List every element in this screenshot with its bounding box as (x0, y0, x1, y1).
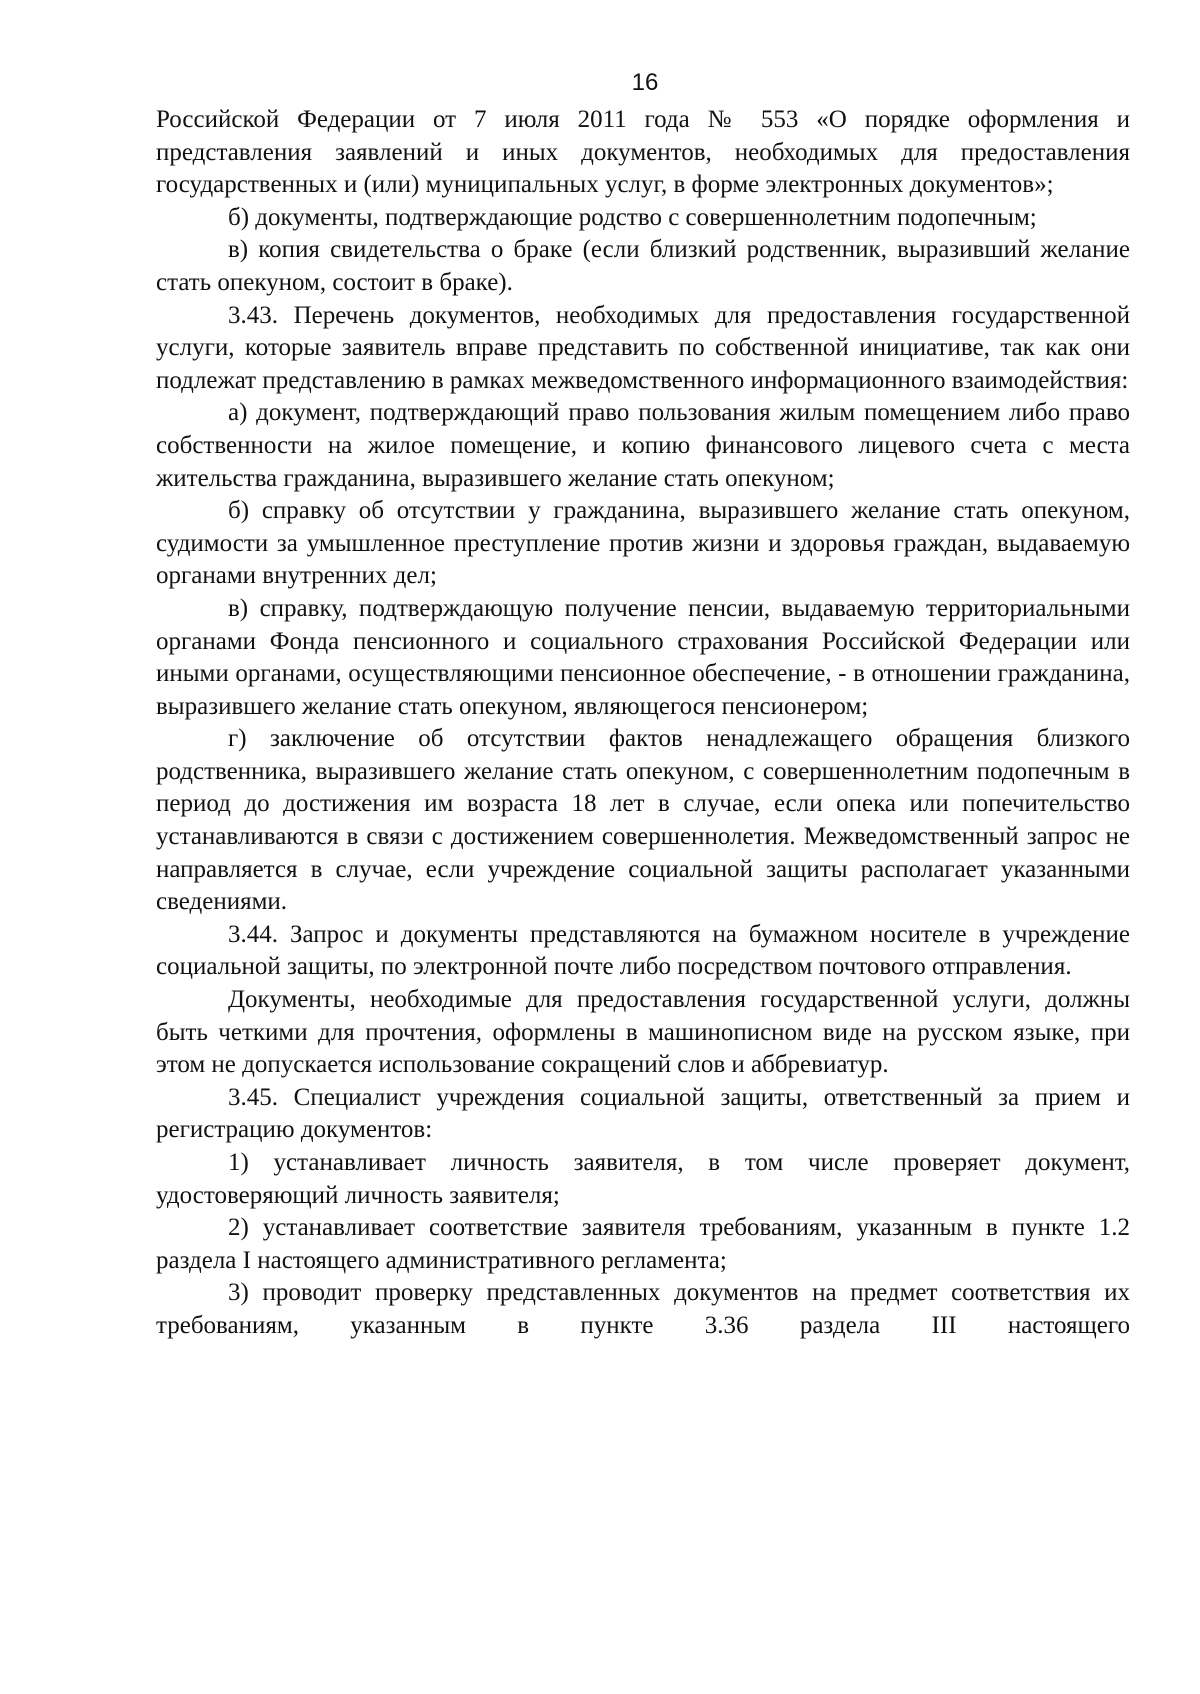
paragraph-3-43: 3.43. Перечень документов, необходимых для предоставления государственной услуги, которые заявитель вправе представить по собственной инициативе, так как они подлежат представлению в рамках межведомственного информационного взаимодействия: (156, 301, 1130, 394)
page-number: 16 (631, 69, 659, 96)
paragraph-item-b-criminal-record: б) справку об отсутствии у гражданина, выразившего желание стать опекуном, судимости за умышленное преступление против жизни и здоровья граждан, выдаваемую органами внутренних дел; (156, 497, 1130, 590)
document-body (156, 104, 1130, 1343)
paragraph-continuation: Российской Федерации от 7 июля 2011 года № 553 «О порядке оформления и представления заявлений и иных документов, необходимых для предоставления государственных и (или) муниципальных услуг, в форме электронных документов»; (156, 106, 1130, 199)
paragraph-step-3: 3) проводит проверку представленных документов на предмет соответствия их требованиям, указанным в пункте 3.36 раздела III настоящего (156, 1279, 1130, 1339)
paragraph-step-1: 1) устанавливает личность заявителя, в том числе проверяет документ, удостоверяющий личность заявителя; (156, 1149, 1130, 1209)
paragraph-item-v-pension: в) справку, подтверждающую получение пенсии, выдаваемую территориальными органами Фонда пенсионного и социального страхования Российской Федерации или иными органами, осуществляющими пенсионное обеспечение, - в отношении гражданина, выразившего желание стать опекуном, являющегося пенсионером; (156, 594, 1130, 720)
paragraph-3-45: 3.45. Специалист учреждения социальной защиты, ответственный за прием и регистрацию документов: (156, 1083, 1130, 1144)
paragraph-documents-requirements: Документы, необходимые для предоставления государственной услуги, должны быть четкими для прочтения, оформлены в машинописном виде на русском языке, при этом не допускается использование сокращений слов и аббревиатур. (156, 986, 1130, 1079)
paragraph-item-a-housing: а) документ, подтверждающий право пользования жилым помещением либо право собственности на жилое помещение, и копию финансового лицевого счета с места жительства гражданина, выразившего желание стать опекуном; (156, 399, 1130, 492)
paragraph-3-44: 3.44. Запрос и документы представляются на бумажном носителе в учреждение социальной защиты, по электронной почте либо посредством почтового отправления. (156, 920, 1130, 981)
paragraph-item-b-kinship: б) документы, подтверждающие родство с совершеннолетним подопечным; (228, 203, 1037, 231)
paragraph-step-2: 2) устанавливает соответствие заявителя требованиям, указанным в пункте 1.2 раздела I настоящего административного регламента; (156, 1214, 1130, 1274)
paragraph-item-v-marriage: в) копия свидетельства о браке (если близкий родственник, выразивший желание стать опекуном, состоит в браке). (156, 236, 1130, 296)
paragraph-item-g-conclusion: г) заключение об отсутствии фактов ненадлежащего обращения близкого родственника, выразившего желание стать опекуном, с совершеннолетним подопечным в период до достижения им возраста 18 лет в случае, если опека или попечительство устанавливаются в связи с достижением совершеннолетия. Межведомственный запрос не направляется в случае, если учреждение социальной защиты располагает указанными сведениями. (156, 725, 1130, 916)
